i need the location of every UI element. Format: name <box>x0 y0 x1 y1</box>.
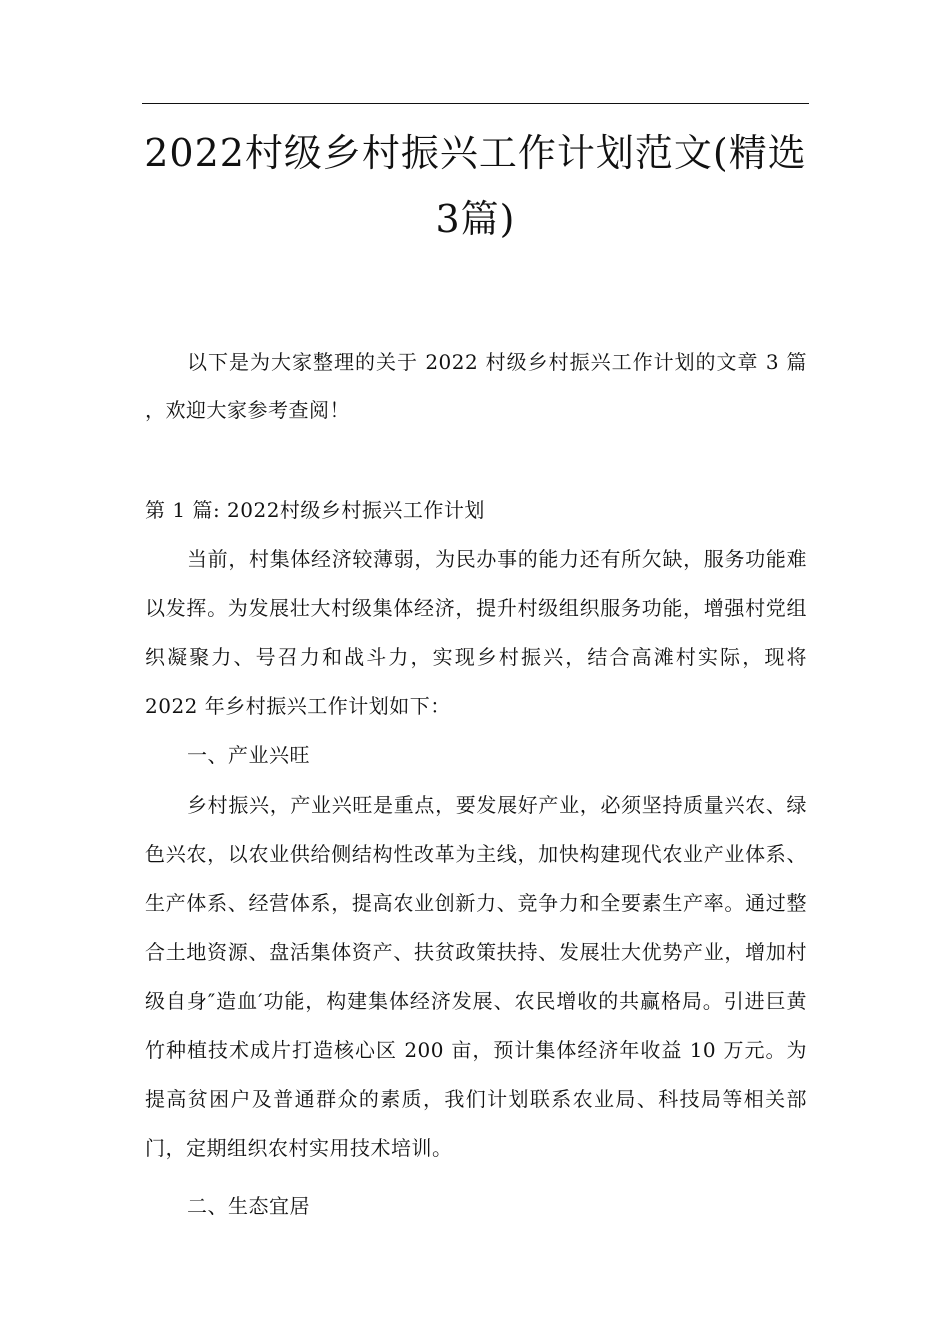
intro-paragraph: 以下是为大家整理的关于 2022 村级乡村振兴工作计划的文章 3 篇 ，欢迎大家参考查阅！ <box>145 350 807 422</box>
paragraph-2: 乡村振兴，产业兴旺是重点，要发展好产业，必须坚持质量兴农、绿色兴农，以农业供给侧结构性改革为主线，加快构建现代农业产业体系、生产体系、经营体系，提高农业创新力、竞争力和全要素生产率。通过整合土地资源、盘活集体资产、扶贫政策扶持、发展壮大优势产业，增加村级自身″造血′功能，构建集体经济发展、农民增收的共赢格局。引进巨黄竹种植技术成片打造核心区 200 亩，预计集体经济年收益 10 万元。为提高贫困户及普通群众的素质，我们计划联系农业局、科技局等相关部门，定期组织农村实用技术培训。 <box>145 793 807 1160</box>
document-title: 2022村级乡村振兴工作计划范文(精选3篇) <box>144 131 807 241</box>
heading-2: 二、生态宜居 <box>187 1194 310 1218</box>
section-title: 第 1 篇: 2022村级乡村振兴工作计划 <box>145 498 485 522</box>
heading-1: 一、产业兴旺 <box>187 743 310 767</box>
paragraph-1: 当前，村集体经济较薄弱，为民办事的能力还有所欠缺，服务功能难以发挥。为发展壮大村级集体经济，提升村级组织服务功能，增强村党组织凝聚力、号召力和战斗力，实现乡村振兴，结合高滩村实际，现将 2022 年乡村振兴工作计划如下： <box>145 547 807 718</box>
header-rule <box>142 103 809 104</box>
